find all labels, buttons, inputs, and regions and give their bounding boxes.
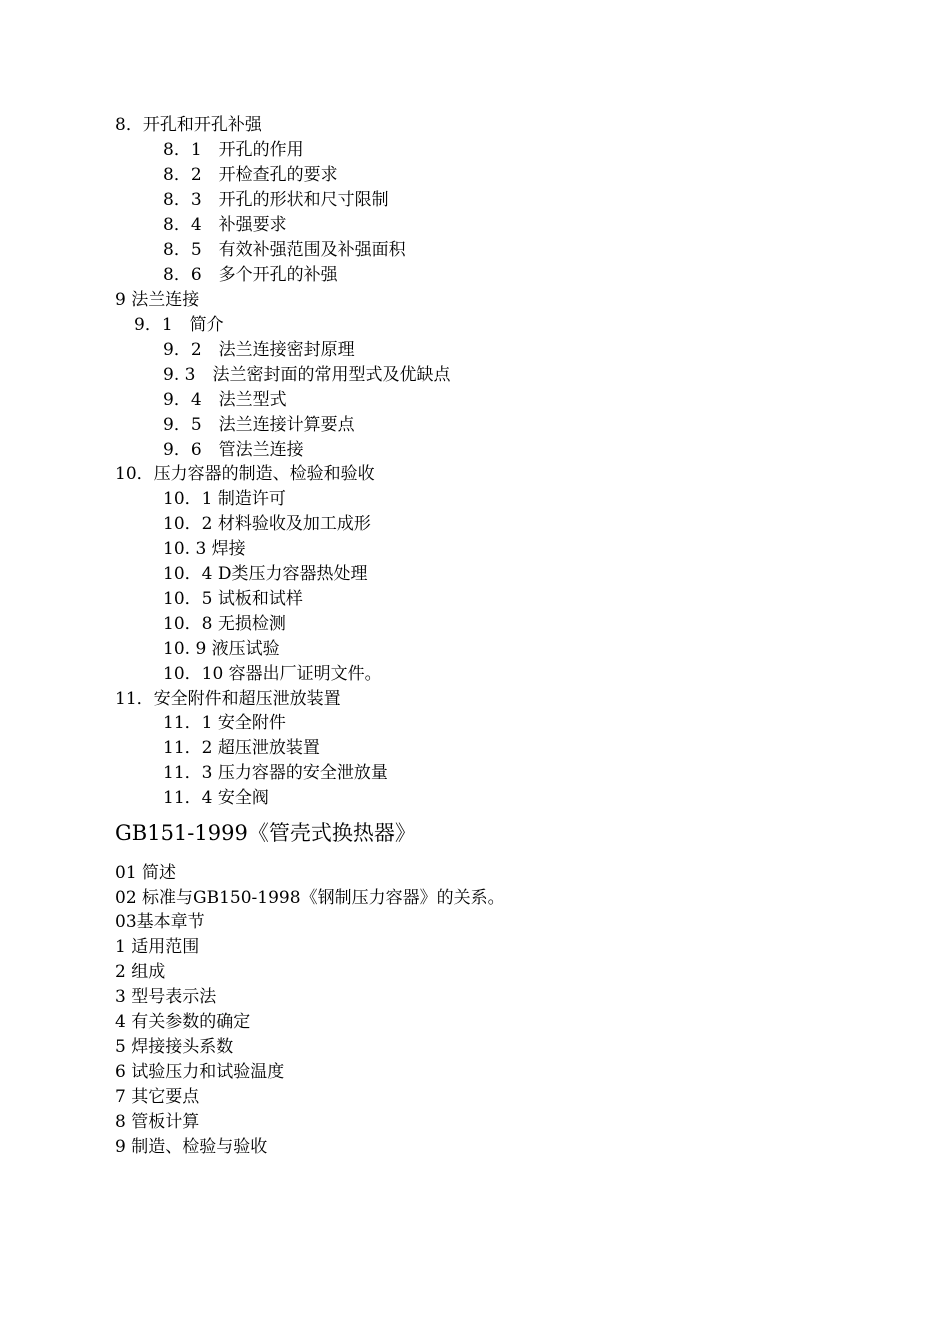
- chapter-10-heading: 10．压力容器的制造、检验和验收: [115, 464, 375, 484]
- section-9-2: 9．2 法兰连接密封原理: [163, 340, 355, 360]
- section-8-4: 8．4 补强要求: [163, 215, 287, 235]
- section-8-3: 8．3 开孔的形状和尺寸限制: [163, 190, 389, 210]
- section-10-5: 10．5 试板和试样: [163, 589, 303, 609]
- item-01: 01 简述: [115, 863, 177, 883]
- item-02: 02 标准与GB150-1998《钢制压力容器》的关系。: [115, 888, 505, 908]
- section-10-1: 10．1 制造许可: [163, 489, 286, 509]
- section-11-4: 11．4 安全阀: [163, 788, 269, 808]
- section-10-2: 10．2 材料验收及加工成形: [163, 514, 371, 534]
- chapter-11-heading: 11．安全附件和超压泄放装置: [115, 689, 341, 709]
- section-11-2: 11．2 超压泄放装置: [163, 738, 320, 758]
- section-8-1: 8．1 开孔的作用: [163, 140, 304, 160]
- item-9: 9 制造、检验与验收: [115, 1137, 268, 1157]
- section-10-10: 10．10 容器出厂证明文件。: [163, 664, 382, 684]
- section-10-8: 10．8 无损检测: [163, 614, 286, 634]
- section-9-6: 9．6 管法兰连接: [163, 440, 304, 460]
- item-4: 4 有关参数的确定: [115, 1012, 251, 1032]
- item-7: 7 其它要点: [115, 1087, 200, 1107]
- section-11-1: 11．1 安全附件: [163, 713, 286, 733]
- section-9-5: 9．5 法兰连接计算要点: [163, 415, 355, 435]
- section-8-2: 8．2 开检查孔的要求: [163, 165, 338, 185]
- section-10-4: 10．4 D类压力容器热处理: [163, 564, 368, 584]
- section-8-5: 8．5 有效补强范围及补强面积: [163, 240, 406, 260]
- item-6: 6 试验压力和试验温度: [115, 1062, 285, 1082]
- item-3: 3 型号表示法: [115, 987, 217, 1007]
- section-9-1: 9．1 简介: [134, 315, 224, 335]
- section-10-9: 10. 9 液压试验: [163, 639, 280, 659]
- item-8: 8 管板计算: [115, 1112, 200, 1132]
- section-10-3: 10. 3 焊接: [163, 539, 246, 559]
- item-03: 03基本章节: [115, 912, 205, 932]
- section-title: GB151-1999《管壳式换热器》: [115, 821, 416, 845]
- section-9-4: 9．4 法兰型式: [163, 390, 287, 410]
- item-2: 2 组成: [115, 962, 166, 982]
- item-5: 5 焊接接头系数: [115, 1037, 234, 1057]
- chapter-9-heading: 9 法兰连接: [115, 290, 200, 310]
- chapter-8-heading: 8．开孔和开孔补强: [115, 115, 262, 135]
- item-1: 1 适用范围: [115, 937, 200, 957]
- section-9-3: 9. 3 法兰密封面的常用型式及优缺点: [163, 365, 451, 385]
- section-11-3: 11．3 压力容器的安全泄放量: [163, 763, 388, 783]
- section-8-6: 8．6 多个开孔的补强: [163, 265, 338, 285]
